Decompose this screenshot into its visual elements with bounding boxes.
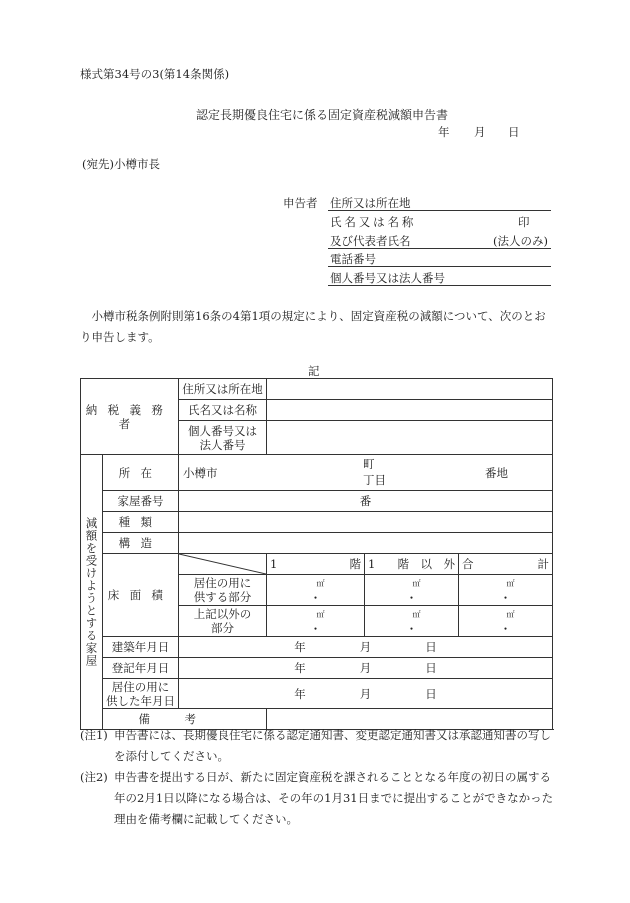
applicant-phone-line[interactable] [328,266,551,267]
taxpayer-label: 納税義務者 [81,379,179,455]
date-month: 月 [474,125,486,139]
residence-date-field[interactable]: 年 月 日 [179,679,553,709]
reduction-form-table [80,378,553,730]
addressee: (宛先)小樽市長 [82,157,160,171]
registered-date-label: 登記年月日 [103,658,179,679]
built-date-label: 建築年月日 [103,637,179,658]
date-year: 年 [438,125,450,139]
kind-label: 種類 [103,512,179,533]
applicant-id-line[interactable] [328,285,551,286]
built-date-field[interactable]: 年 月 日 [179,637,553,658]
applicant-rep-label: 及び代表者氏名 [330,234,411,248]
location-chome: 丁目 [363,473,386,487]
floor-col-total: 合 計 [459,554,553,575]
applicant-name-label: 氏名又は名称 [330,215,417,229]
kind-field[interactable] [179,512,553,533]
note-2-text: 申告書を提出する日が、新たに固定資産税を課されることとなる年度の初日の属する年の2月1日以降になる場合は、その年の1月31日までに提出することができなかった理由を備考欄に記載してください。 [114,770,554,826]
structure-label: 構造 [103,533,179,554]
document-title: 認定長期優良住宅に係る固定資産税減額申告書 [196,108,449,122]
form-number: 様式第34号の3(第14条関係) [80,67,230,81]
floor-col-1f: 1 階 [267,554,365,575]
applicant-rep-note: (法人のみ) [493,234,548,248]
note-2-label: (注2) [80,770,108,784]
applicant-address-label: 住所又は所在地 [330,196,411,210]
location-cho: 町 [363,457,375,471]
applicant-name-line[interactable] [328,248,551,249]
taxpayer-address-label: 住所又は所在地 [179,379,267,400]
location-banchi: 番地 [485,466,508,480]
floor-area-diagonal [179,554,267,575]
structure-field[interactable] [179,533,553,554]
taxpayer-id-field[interactable] [267,421,553,455]
house-label: 減額を受けようとする家屋 [81,455,103,730]
date-day: 日 [508,125,520,139]
floor-col-other: 1 階 以 外 [365,554,459,575]
location-field[interactable] [179,455,553,491]
house-number-field[interactable]: 番 [179,491,553,512]
applicant-address-line[interactable] [328,210,551,211]
record-mark: 記 [308,364,320,378]
residence-date-label: 居住の用に 供した年月日 [103,679,179,709]
applicant-id-label: 個人番号又は法人番号 [330,271,445,285]
residential-other-field[interactable]: ㎡ ・ [365,575,459,606]
remarks-label: 備考 [103,709,267,730]
house-number-label: 家屋番号 [103,491,179,512]
registered-date-field[interactable]: 年 月 日 [179,658,553,679]
applicant-phone-label: 電話番号 [330,252,376,266]
residential-1f-field[interactable]: ㎡ ・ [267,575,365,606]
seal-mark: 印 [518,215,530,229]
floor-area-label: 床面積 [103,554,179,637]
note-2 [80,767,560,830]
other-other-field[interactable]: ㎡ ・ [365,606,459,637]
residential-part-label: 居住の用に 供する部分 [179,575,267,606]
taxpayer-address-field[interactable] [267,379,553,400]
note-1-text: 申告書には、長期優良住宅に係る認定通知書、変更認定通知書又は承認通知書の写しを添付してください。 [114,728,551,763]
other-part-label: 上記以外の 部分 [179,606,267,637]
location-label: 所在 [103,455,179,491]
taxpayer-name-field[interactable] [267,400,553,421]
taxpayer-id-label: 個人番号又は 法人番号 [179,421,267,455]
declaration-text: 小樽市税条例附則第16条の4第1項の規定により、固定資産税の減額について、次のとおり申告します。 [80,309,546,344]
other-total-field[interactable]: ㎡ ・ [459,606,553,637]
taxpayer-name-label: 氏名又は名称 [179,400,267,421]
location-city: 小樽市 [183,466,218,480]
other-1f-field[interactable]: ㎡ ・ [267,606,365,637]
note-1 [80,725,560,767]
residential-total-field[interactable]: ㎡ ・ [459,575,553,606]
note-1-label: (注1) [80,728,108,742]
applicant-label: 申告者 [283,196,318,210]
